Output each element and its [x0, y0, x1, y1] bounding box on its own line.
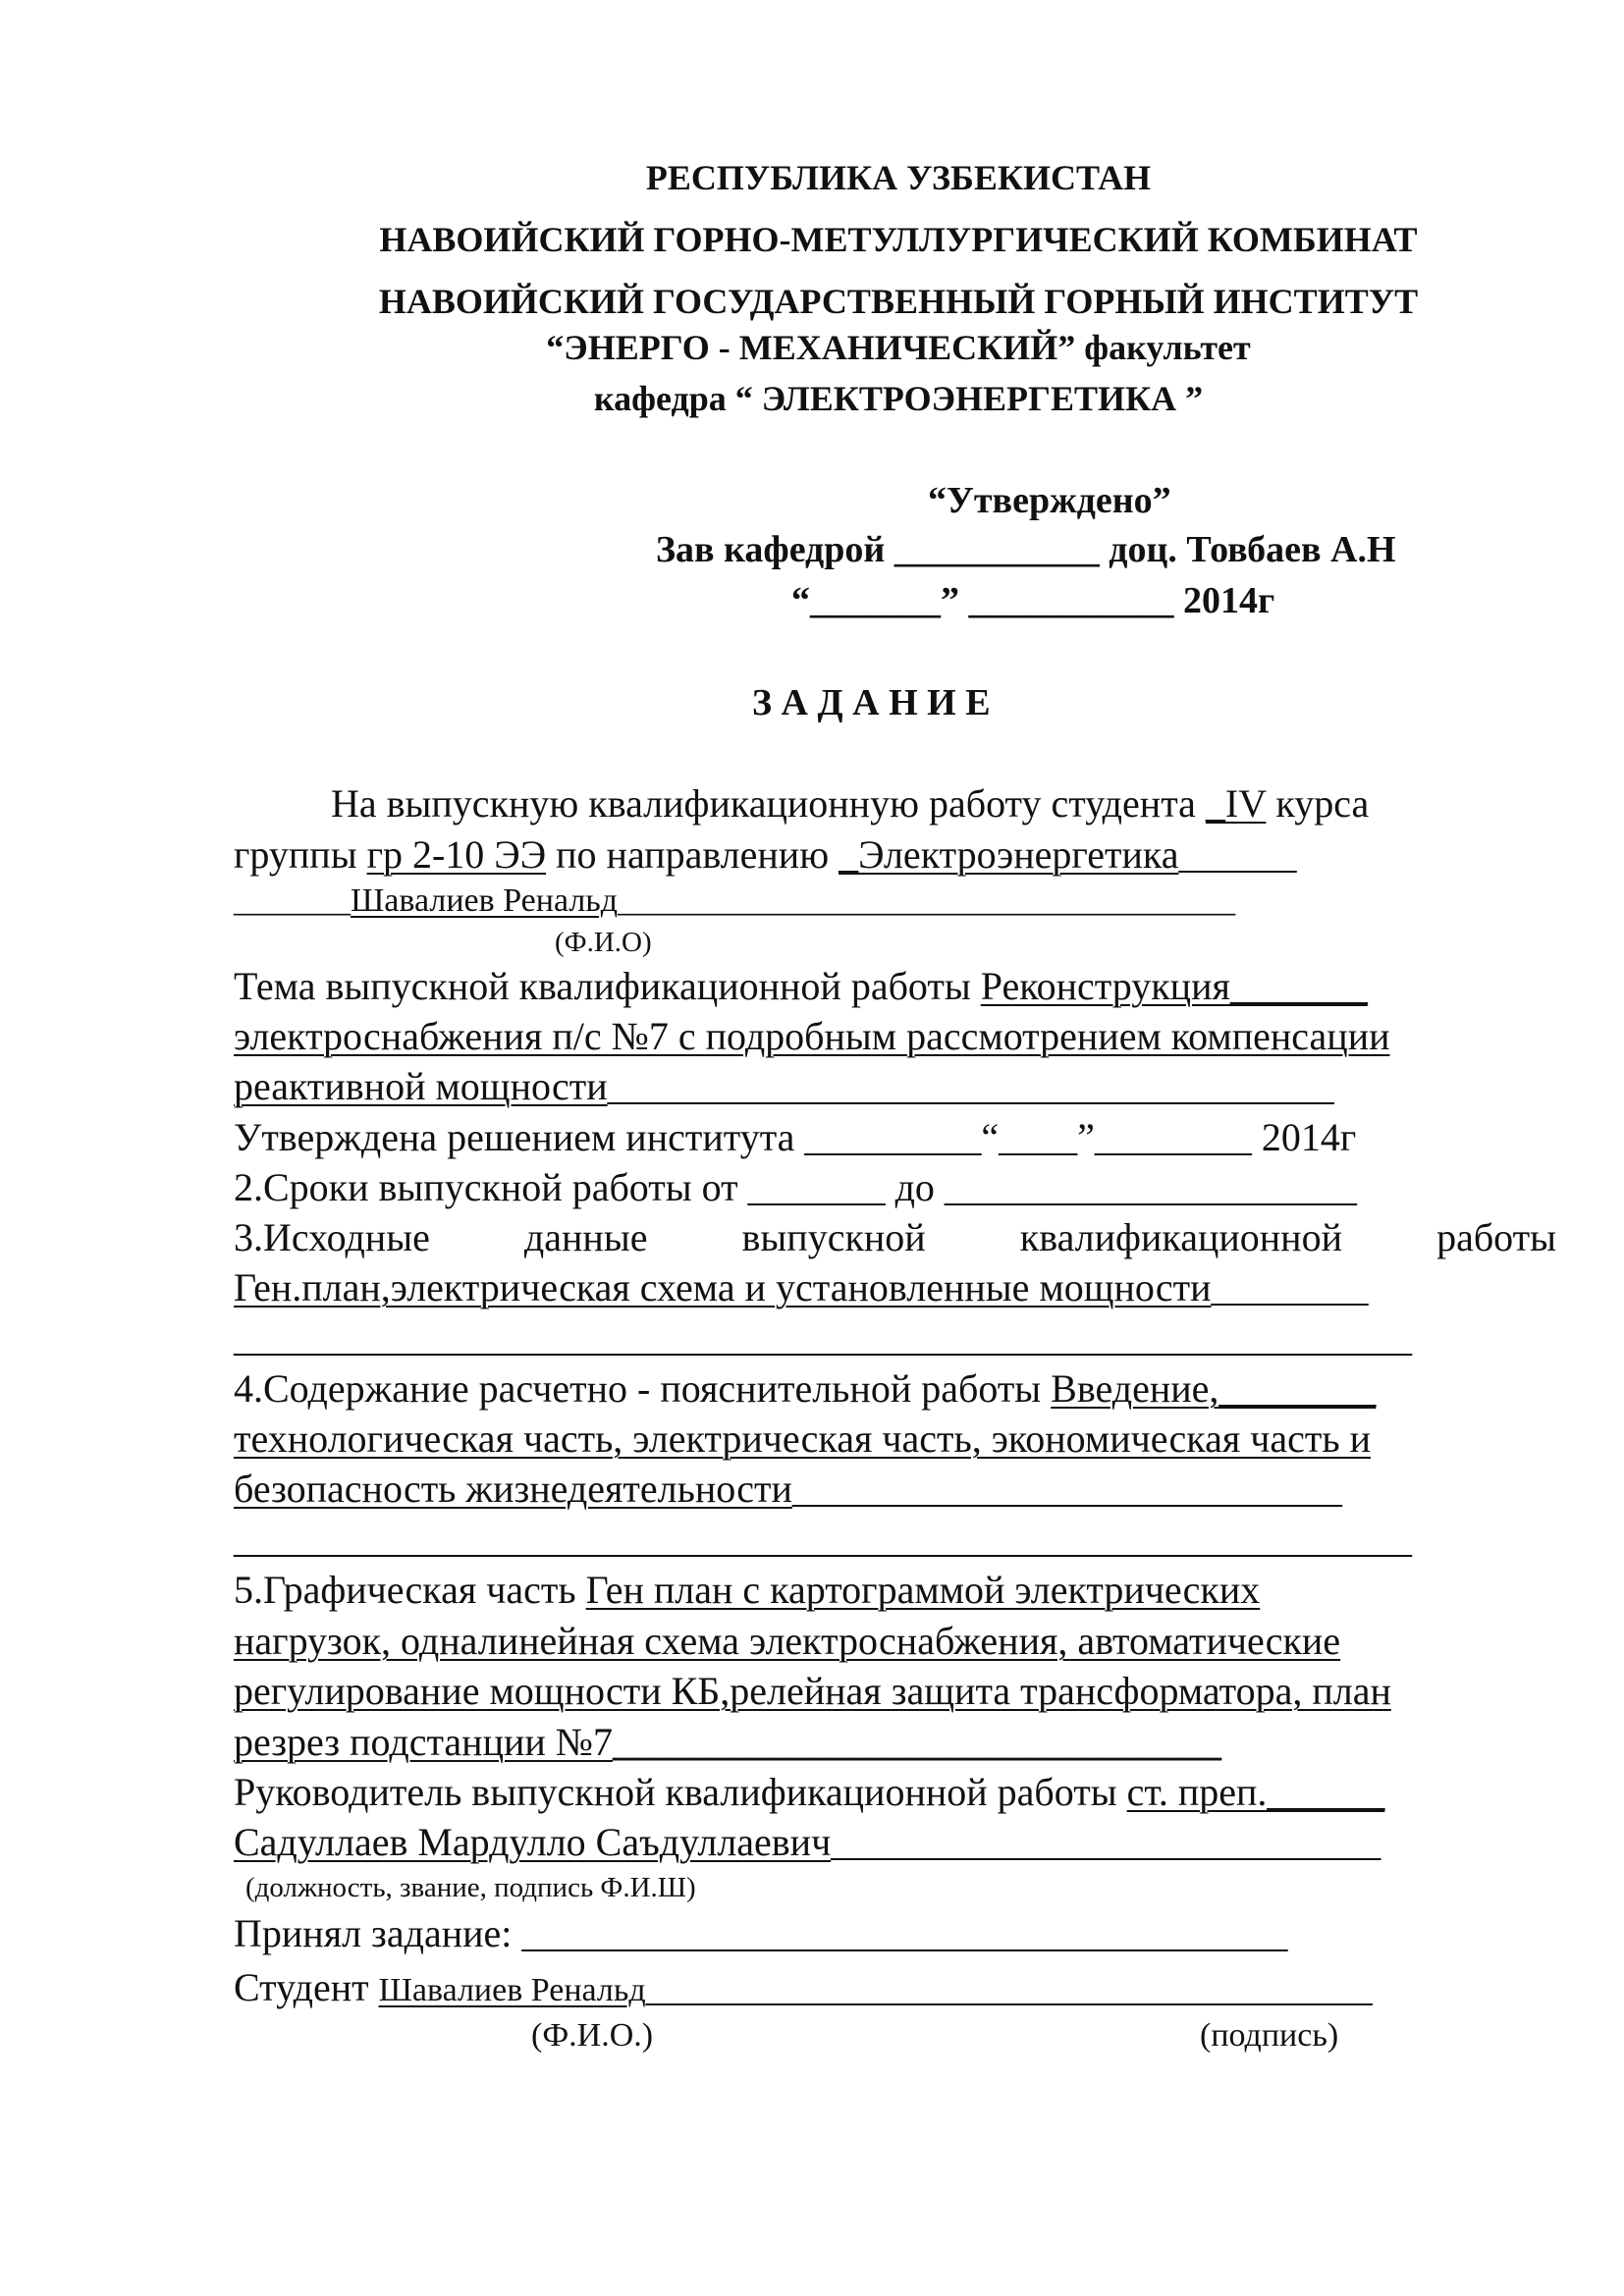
group-value: гр 2-10 ЭЭ — [366, 832, 547, 877]
supervisor-note: (должность, звание, подпись Ф.И.Ш) — [245, 1872, 696, 1903]
topic-line-3 — [234, 1064, 1334, 1108]
graphic-line-4 — [234, 1720, 1221, 1764]
supervisor-position: ст. преп.______ — [1126, 1770, 1385, 1814]
topic-line-2: электроснабжения п/с №7 с подробным рассмотрением компенсации — [234, 1014, 1390, 1058]
header-combine: НАВОИЙСКИЙ ГОРНО-МЕТУЛЛУРГИЧЕСКИЙ КОМБИНАТ — [379, 220, 1418, 259]
header-department: кафедра “ ЭЛЕКТРОЭНЕРГЕТИКА ” — [593, 379, 1204, 418]
document-title: З А Д А Н И Е — [752, 682, 991, 723]
student-blank: _____________________________________ — [645, 1965, 1373, 2009]
header-country: РЕСПУБЛИКА УЗБЕКИСТАН — [645, 158, 1152, 197]
approval-head-line: Зав кафедрой ___________ доц. Товбаев А.Н — [656, 529, 1396, 570]
supervisor-label: Руководитель выпускной квалификационной работы — [234, 1770, 1127, 1814]
graphic-line-1 — [234, 1568, 1261, 1612]
student-name-signature: Шавалиев Ренальд — [378, 1972, 646, 2008]
initial-data-word-4: квалификационной — [1019, 1215, 1342, 1259]
content-blank: ____________________________ — [791, 1467, 1342, 1511]
initial-data-word-1: 3.Исходные — [234, 1215, 430, 1259]
course-value: _IV — [1205, 781, 1267, 826]
supervisor-line-2 — [234, 1820, 1381, 1864]
content-line-2: технологическая часть, электрическая часть, экономическая часть и — [234, 1416, 1371, 1461]
initial-data-word-3: выпускной — [741, 1215, 926, 1259]
initial-data-blank: ________ — [1211, 1265, 1369, 1309]
course-suffix: курса — [1266, 781, 1370, 826]
graphic-value-start: Ген план с картограммой электрических — [585, 1568, 1261, 1612]
supervisor-line-1 — [234, 1770, 1385, 1814]
group-label: группы — [234, 832, 367, 877]
topic-value-end: реактивной мощности — [234, 1064, 608, 1108]
accepted-line: Принял задание: _______________________________________ — [234, 1911, 1288, 1955]
direction-label: по направлению — [546, 832, 839, 877]
header-institute: НАВОИЙСКИЙ ГОСУДАРСТВЕННЫЙ ГОРНЫЙ ИНСТИТУТ — [378, 282, 1419, 321]
topic-blank: _____________________________________ — [607, 1064, 1334, 1108]
initial-data-word-2: данные — [523, 1215, 648, 1259]
graphic-label: 5.Графическая часть — [234, 1568, 586, 1612]
content-value-end: безопасность жизнедеятельности — [234, 1467, 792, 1511]
name-blank-left: _______ — [234, 882, 351, 919]
approved-by-institute-line: Утверждена решением института _________“____”________ 2014г — [234, 1115, 1357, 1159]
student-label: Студент — [234, 1965, 379, 2009]
student-name: Шавалиев Ренальд — [351, 882, 619, 919]
supervisor-blank: ____________________________ — [831, 1820, 1381, 1864]
approval-date-line: “_______” ___________ 2014г — [791, 580, 1275, 621]
approval-title: “Утверждено” — [928, 480, 1171, 521]
initial-data-value: Ген.план,электрическая схема и установленные мощности — [234, 1265, 1212, 1309]
deadline-line: 2.Сроки выпускной работы от _______ до _____________________ — [234, 1165, 1357, 1209]
content-line-1 — [234, 1366, 1377, 1411]
course-label: На выпускную квалификационную работу студента — [331, 781, 1206, 826]
content-line-3 — [234, 1469, 1342, 1509]
topic-label: Тема выпускной квалификационной работы — [234, 964, 981, 1008]
initial-data-word-5: работы — [1436, 1215, 1556, 1259]
topic-line-1 — [234, 964, 1368, 1008]
name-blank-right: _____________________________________ — [618, 882, 1236, 919]
direction-blank: ______ — [1178, 832, 1297, 877]
student-name-line — [234, 884, 1235, 918]
student-signature-line — [234, 1965, 1373, 2009]
content-label: 4.Содержание расчетно - пояснительной работы — [234, 1366, 1052, 1411]
accepted-fio-note: (Ф.И.О.) — [531, 2017, 654, 2054]
header-faculty: “ЭНЕРГО - МЕХАНИЧЕСКИЙ” факультет — [546, 328, 1251, 367]
graphic-blank: _______________________________ — [612, 1720, 1221, 1764]
direction-value: _Электроэнергетика — [839, 832, 1179, 877]
initial-data-line-3: ____________________________________________________________ — [234, 1315, 1412, 1360]
graphic-line-2: нагрузок, одналинейная схема электроснабжения, автоматические — [234, 1619, 1341, 1663]
initial-data-line-1 — [234, 1215, 1556, 1259]
accepted-signature-note: (подпись) — [1200, 2017, 1339, 2054]
supervisor-name: Садуллаев Мардулло Саъдуллаевич — [234, 1820, 832, 1864]
graphic-line-3: регулирование мощности КБ,релейная защита трансформатора, план — [234, 1669, 1391, 1713]
content-line-4: ____________________________________________________________ — [234, 1517, 1412, 1561]
content-value-start: Введение,________ — [1051, 1366, 1377, 1411]
student-course-line — [331, 781, 1370, 826]
initial-data-line-2 — [234, 1265, 1369, 1309]
graphic-value-end: резрез подстанции №7 — [234, 1720, 613, 1764]
student-fio-note: (Ф.И.О) — [555, 927, 652, 958]
student-group-line — [234, 832, 1297, 877]
topic-value-start: Реконструкция_______ — [980, 964, 1368, 1008]
